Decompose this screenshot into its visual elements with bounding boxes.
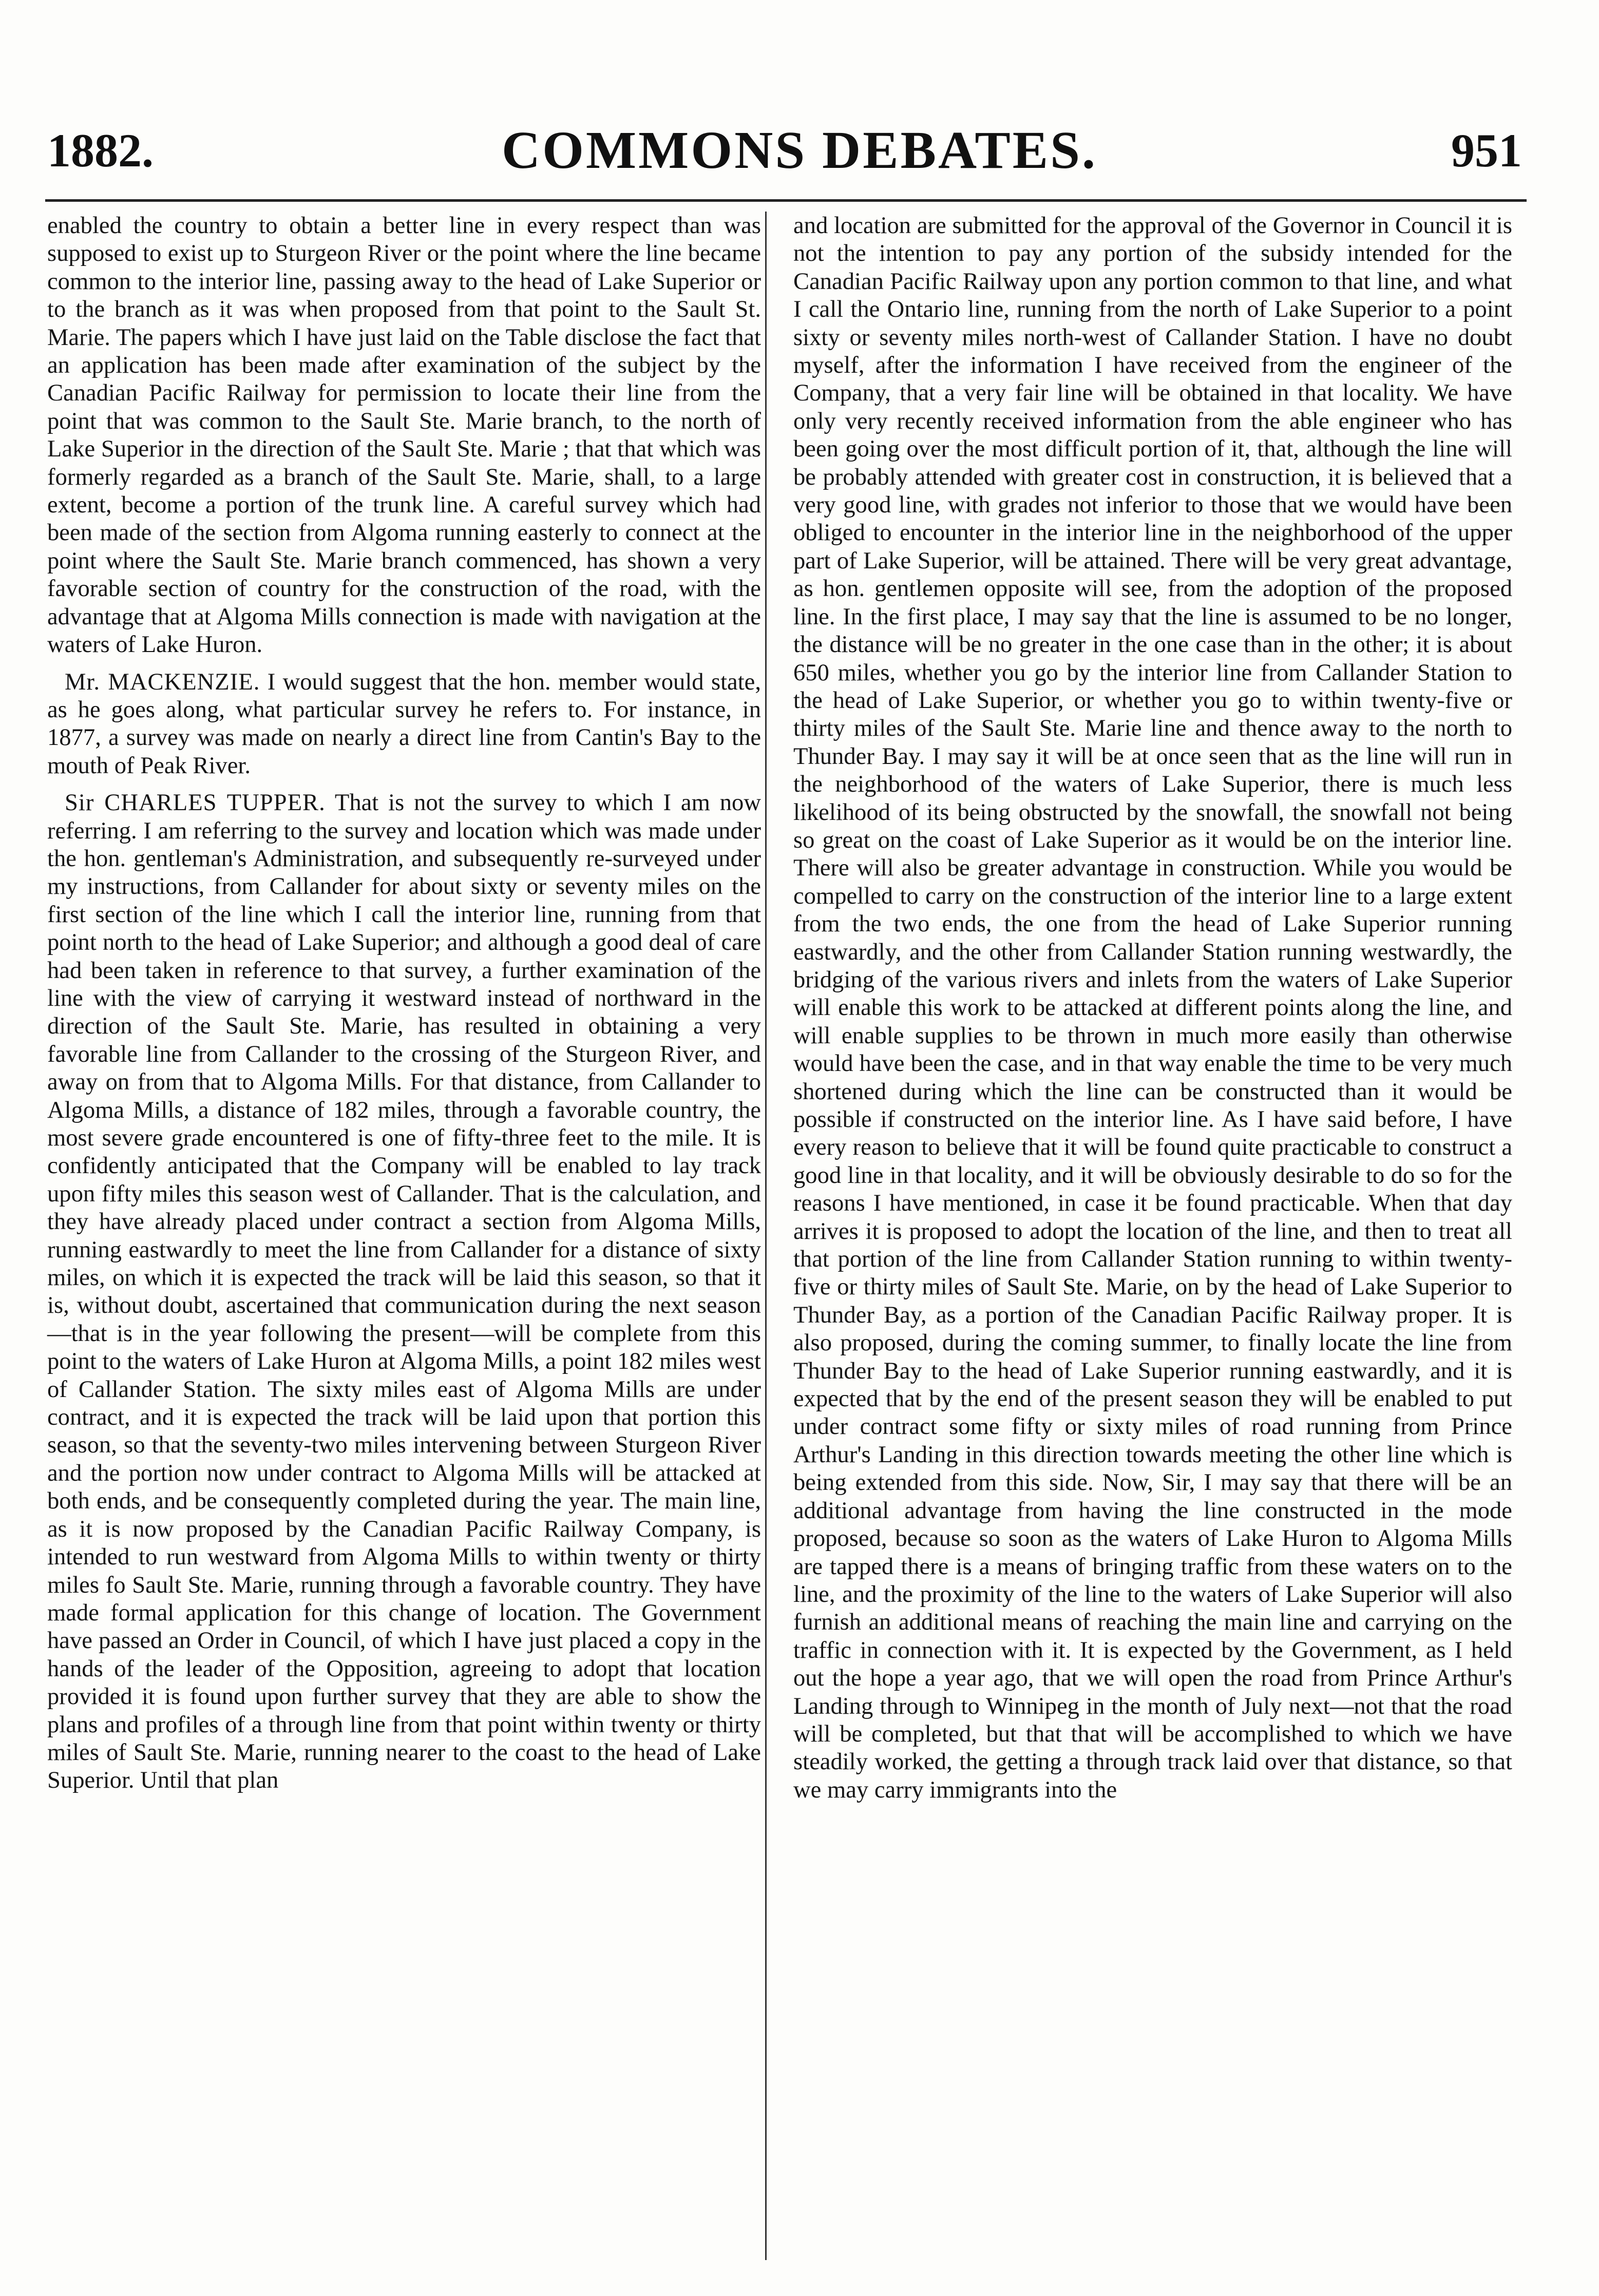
speaker-name: Sir CHARLES TUPPER. — [65, 789, 326, 816]
column-divider — [765, 212, 767, 2260]
header-rule — [45, 199, 1527, 202]
speaker-name: Mr. MACKENZIE. — [65, 668, 260, 695]
paragraph: and location are submitted for the approval of the Governor in Council it is not the intention to pay any portion of the subsidy intended for the Canadian Pacific Railway upon any portion common to that line, and what I call the Ontario line, running from the north of Lake Superior to a point sixty or seventy miles north-west of Callander Station. I have no doubt myself, after the information I have received from the engineer of the Company, that a very fair line will be obtained in that locality. We have only very recently received information from the able engineer who has been going over the most difficult portion of it, that, although the line will be probably attended with greater cost in construction, it is believed that a very good line, with grades not inferior to those that we would have been obliged to encounter in the interior line in the neighborhood of the upper part of Lake Superior, will be attained. There will be very great advantage, as hon. gentlemen opposite will see, from the adoption of the proposed line. In the first place, I may say that the line is assumed to be no longer, the distance will be no greater in the one case than in the other; it is about 650 miles, whether you go by the interior line from Callander Station to the head of Lake Superior, or whether you go to within twenty-five or thirty miles of the Sault Ste. Marie line and thence away to the north to Thunder Bay. I may say it will be at once seen that as the line will run in the neighborhood of the waters of Lake Superior, there is much less likelihood of its being obstructed by the snowfall, the snowfall not being so great on the coast of Lake Superior as it would be on the interior line. There will also be greater advantage in construction. While you would be compelled to carry on the construction of the interior line to a large extent from the two ends, the one from the head of Lake Superior running eastwardly, and the other from Callander Station running westwardly, the bridging of the various rivers and inlets from the waters of Lake Superior will enable this work to be attacked at different points along the line, and will enable supplies to be thrown in much more easily than otherwise would have been the case, and in that way enable the time to be very much shortened during which the line can be constructed than it would be possible if constructed on the interior line. As I have said before, I have every reason to believe that it will be found quite practicable to construct a good line in that locality, and it will be obviously desirable to do so for the reasons I have mentioned, in case it be found practicable. When that day arrives it is proposed to adopt the location of the line, and then to treat all that portion of the line from Callander Station running to within twenty-five or thirty miles of Sault Ste. Marie, on by the head of Lake Superior to Thunder Bay, as a portion of the Canadian Pacific Railway proper. It is also proposed, during the coming summer, to finally locate the line from Thunder Bay to the head of Lake Superior running eastwardly, and it is expected that by the end of the present season they will be enabled to put under contract some fifty or sixty miles of road running from Prince Arthur's Landing in this direction towards meeting the other line which is being extended from this side. Now, Sir, I may say that there will be an additional advantage from having the line constructed in the mode proposed, because so soon as the waters of Lake Huron to Algoma Mills are tapped there is a means of bringing traffic from these waters on to the line, and the proximity of the line to the waters of Lake Superior will also furnish an additional means of reaching the main line and carrying on the traffic in connection with it. It is expected by the Government, as I held out the hope a year ago, that we will open the road from Prince Arthur's Landing through to Winnipeg in the month of July next—not that the road will be completed, but that that will be accomplished to which we have steadily worked, the getting a through track laid over that distance, so that we may carry immigrants into the — [793, 212, 1512, 1803]
page-year: 1882. — [47, 124, 154, 177]
left-column — [47, 212, 761, 1794]
speech-text: That is not the survey to which I am now referring. I am referring to the survey and location which was made under the hon. gentleman's Administration, and subsequently re-surveyed under my instructions, from Callander for about sixty or seventy miles on the first section of the line which I call the interior line, running from that point north to the head of Lake Superior; and although a good deal of care had been taken in reference to that survey, a further examination of the line with the view of carrying it westward instead of northward in the direction of the Sault Ste. Marie, has resulted in obtaining a very favorable line from Callander to the crossing of the Sturgeon River, and away on from that to Algoma Mills. For that distance, from Callander to Algoma Mills, a distance of 182 miles, through a favorable country, the most severe grade encountered is one of fifty-three feet to the mile. It is confidently anticipated that the Company will be enabled to lay track upon fifty miles this season west of Callander. That is the calculation, and they have already placed under contract a section from Algoma Mills, running eastwardly to meet the line from Callander for a distance of sixty miles, on which it is expected the track will be laid this season, so that it is, without doubt, ascertained that communication during the next season—that is in the year following the present—will be complete from this point to the waters of Lake Huron at Algoma Mills, a point 182 miles west of Callander Station. The sixty miles east of Algoma Mills are under contract, and it is expected the track will be laid upon that portion this season, so that the seventy-two miles intervening between Sturgeon River and the portion now under contract to Algoma Mills will be attacked at both ends, and be consequently completed during the year. The main line, as it is now proposed by the Canadian Pacific Railway Company, is intended to run westward from Algoma Mills to within twenty or thirty miles fo Sault Ste. Marie, running through a favorable country. They have made formal application for this change of location. The Government have passed an Order in Council, of which I have just placed a copy in the hands of the leader of the Opposition, agreeing to adopt that location provided it is found upon further survey that they are able to show the plans and profiles of a through line from that point within twenty or thirty miles of Sault Ste. Marie, running nearer to the coast to the head of Lake Superior. Until that plan — [47, 789, 761, 1794]
right-column — [793, 212, 1512, 1804]
speech-text: I would suggest that the hon. member would state, as he goes along, what particular survey he refers to. For instance, in 1877, a survey was made on nearly a direct line from Cantin's Bay to the mouth of Peak River. — [47, 668, 761, 779]
paragraph: enabled the country to obtain a better line in every respect than was supposed to exist up to Sturgeon River or the point where the line became common to the interior line, passing away to the head of Lake Superior or to the branch as it was when proposed from that point to the Sault St. Marie. The papers which I have just laid on the Table disclose the fact that an application has been made after examination of the subject by the Canadian Pacific Railway for permission to locate their line from the point that was common to the Sault Ste. Marie branch, to the north of Lake Superior in the direction of the Sault Ste. Marie ; that that which was formerly regarded as a branch of the Sault Ste. Marie, shall, to a large extent, become a portion of the trunk line. A careful survey which had been made of the section from Algoma running easterly to connect at the point where the Sault Ste. Marie branch commenced, has shown a very favorable section of country for the construction of the road, with the advantage that at Algoma Mills connection is made with navigation at the waters of Lake Huron. — [47, 212, 761, 658]
paragraph — [47, 789, 761, 1794]
page-number: 951 — [1451, 124, 1522, 177]
page-title: COMMONS DEBATES. — [502, 121, 1097, 180]
paragraph — [47, 668, 761, 780]
